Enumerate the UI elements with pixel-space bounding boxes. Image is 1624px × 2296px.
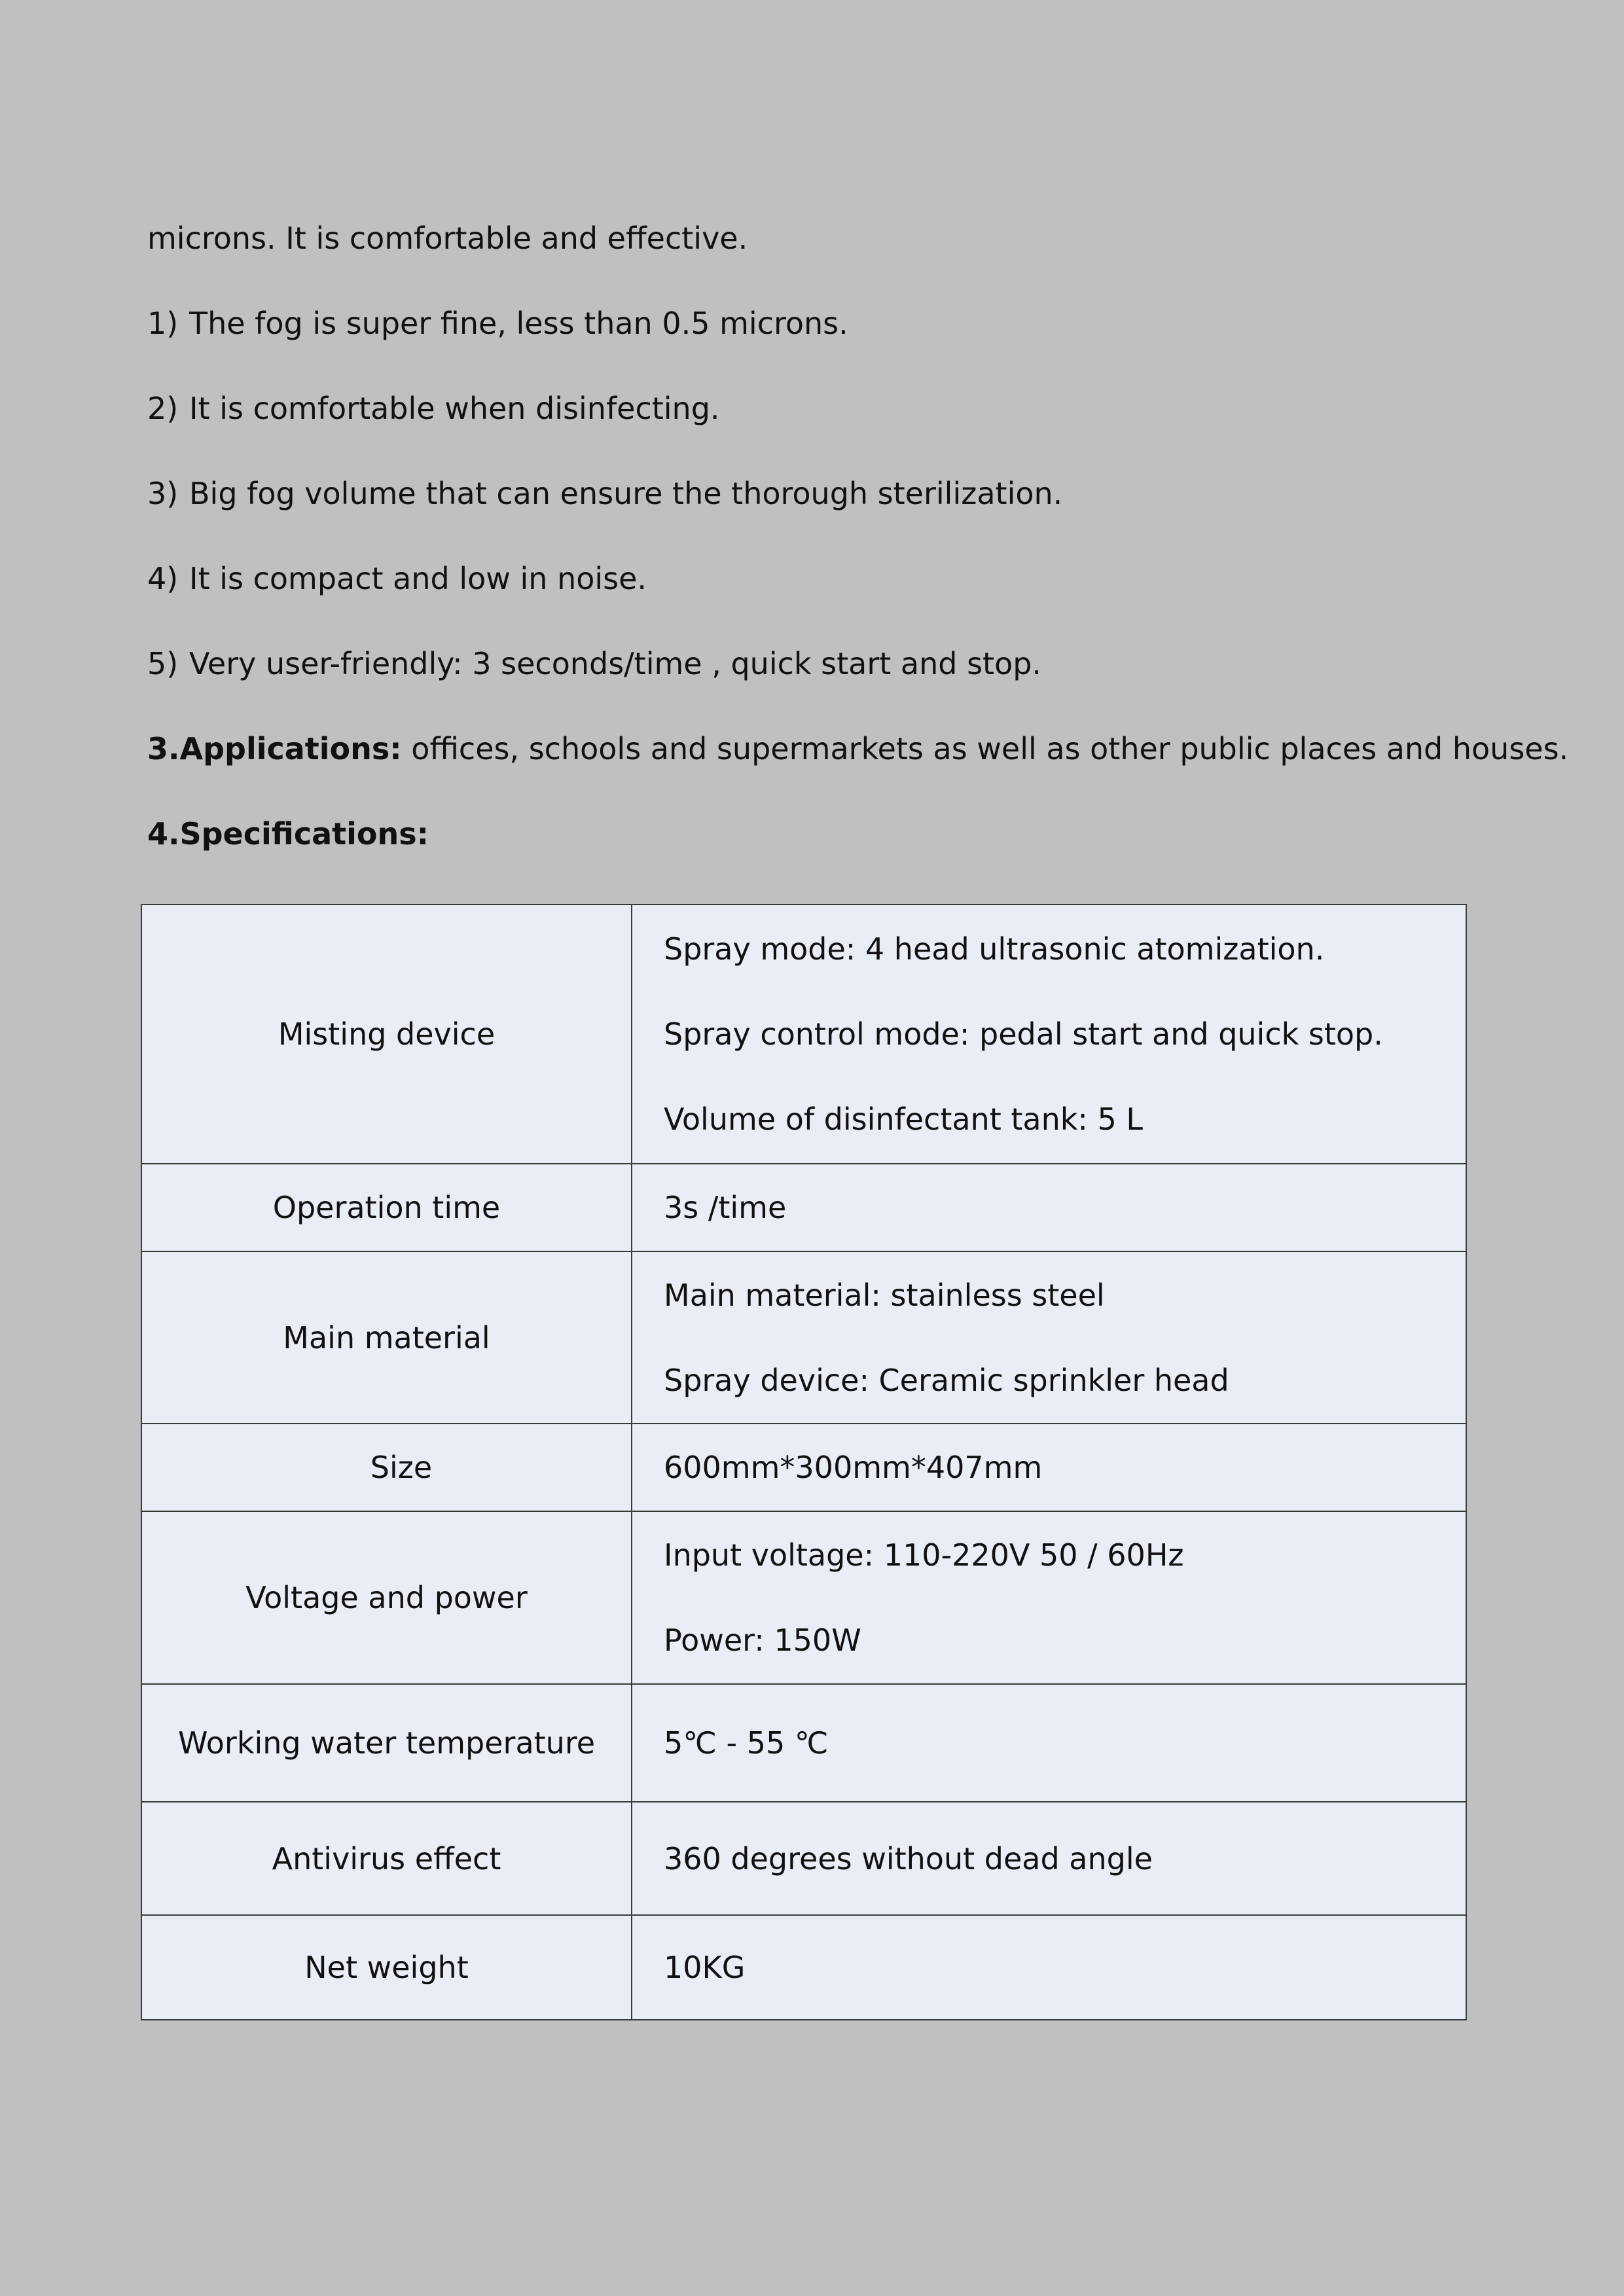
applications-heading: 3.Applications:	[147, 731, 402, 766]
feature-number: 3)	[147, 476, 179, 511]
spec-value-line: Spray device: Ceramic sprinkler head	[664, 1362, 1229, 1398]
feature-text: Big fog volume that can ensure the thorough sterilization.	[189, 476, 1063, 511]
table-row	[141, 1164, 1466, 1251]
applications-text: offices, schools and supermarkets as well as other public places and houses.	[401, 731, 1569, 766]
table-row	[141, 1511, 1466, 1684]
table-row	[141, 1915, 1466, 2020]
feature-text: The fog is super fine, less than 0.5 microns.	[189, 306, 848, 341]
specifications-heading-text: 4.Specifications:	[147, 816, 429, 852]
spec-value	[632, 1802, 1466, 1915]
feature-number: 4)	[147, 561, 179, 596]
feature-text: It is compact and low in noise.	[189, 561, 647, 596]
feature-item-2	[147, 389, 720, 428]
spec-value-line: 10KG	[664, 1950, 746, 1985]
feature-item-3	[147, 474, 1062, 513]
spec-label: Size	[141, 1424, 632, 1511]
feature-text: It is comfortable when disinfecting.	[189, 391, 720, 426]
spec-value	[632, 905, 1466, 1164]
spec-label: Operation time	[141, 1164, 632, 1251]
feature-item-5	[147, 644, 1041, 683]
spec-value-line: 3s /time	[664, 1190, 787, 1225]
table-row	[141, 905, 1466, 1164]
spec-value-line: Volume of disinfectant tank: 5 L	[664, 1102, 1144, 1137]
applications-paragraph	[147, 729, 1568, 768]
spec-value-line: 600mm*300mm*407mm	[664, 1450, 1043, 1485]
spec-value-line: Spray control mode: pedal start and quick stop.	[664, 1016, 1383, 1052]
spec-value-line: Power: 150W	[664, 1623, 861, 1658]
spec-label: Antivirus effect	[141, 1802, 632, 1915]
spec-value-line: Input voltage: 110-220V 50 / 60Hz	[664, 1537, 1184, 1573]
spec-value	[632, 1251, 1466, 1424]
specifications-heading	[147, 814, 429, 853]
table-row	[141, 1684, 1466, 1802]
specifications-table	[141, 904, 1467, 2020]
feature-number: 2)	[147, 391, 179, 426]
table-row	[141, 1802, 1466, 1915]
spec-value	[632, 1164, 1466, 1251]
spec-value-line: 5℃ - 55 ℃	[664, 1725, 829, 1761]
table-row	[141, 1251, 1466, 1424]
spec-value-line: 360 degrees without dead angle	[664, 1840, 1153, 1876]
feature-item-1	[147, 304, 848, 343]
spec-value	[632, 1915, 1466, 2020]
feature-text: Very user-friendly: 3 seconds/time , quick start and stop.	[189, 646, 1042, 681]
feature-number: 1)	[147, 306, 179, 341]
spec-value	[632, 1424, 1466, 1511]
table-row	[141, 1424, 1466, 1511]
spec-label: Main material	[141, 1251, 632, 1424]
spec-value	[632, 1684, 1466, 1802]
spec-label: Net weight	[141, 1915, 632, 2020]
spec-value	[632, 1511, 1466, 1684]
spec-value-line: Spray mode: 4 head ultrasonic atomization.	[664, 931, 1325, 967]
spec-label: Misting device	[141, 905, 632, 1164]
intro-line: microns. It is comfortable and effective.	[147, 221, 748, 256]
feature-number: 5)	[147, 646, 179, 681]
spec-label: Working water temperature	[141, 1684, 632, 1802]
spec-label: Voltage and power	[141, 1511, 632, 1684]
feature-item-4	[147, 559, 647, 598]
spec-value-line: Main material: stainless steel	[664, 1277, 1105, 1313]
